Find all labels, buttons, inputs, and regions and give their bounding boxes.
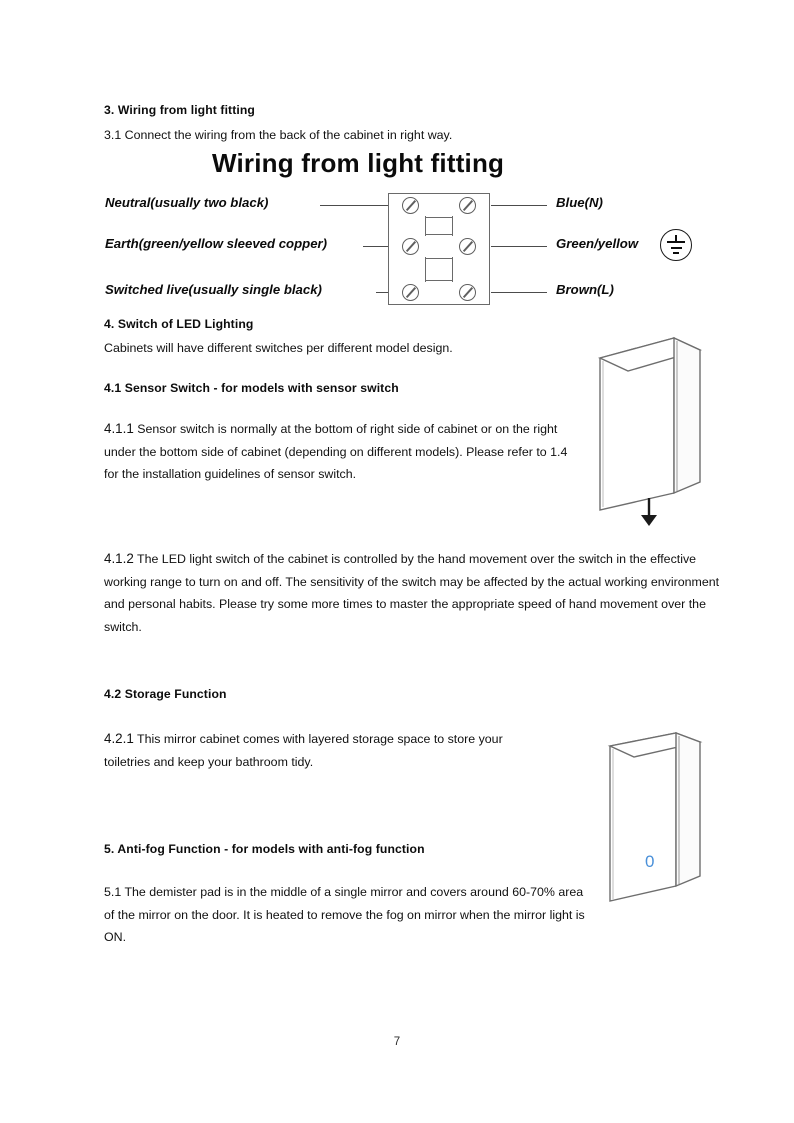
paragraph-4-1-1 [104,418,569,486]
cabinet-front-face [610,733,676,901]
paragraph-4-2-1-body: This mirror cabinet comes with layered storage space to store your toiletries and keep your bathroom tidy. [104,732,503,769]
heading-section-4-2: 4.2 Storage Function [104,687,227,701]
cabinet-sensor-illustration [588,330,718,526]
cabinet-side-face [674,338,700,493]
wire-line-green-yellow [491,246,547,247]
wire-label-switched-live: Switched live(usually single black) [105,282,322,297]
earth-icon-bar-3 [673,252,679,254]
cabinet-antifog-illustration [600,728,720,913]
heading-section-4: 4. Switch of LED Lighting [104,317,254,331]
heading-section-4-1: 4.1 Sensor Switch - for models with sensor switch [104,381,399,395]
cabinet-antifog-drawing [600,728,720,913]
cabinet-side-face [676,733,700,886]
wire-line-switched-live [376,292,388,293]
paragraph-4-intro: Cabinets will have different switches per different model design. [104,341,453,355]
wire-line-blue [491,205,547,206]
wiring-diagram-title: Wiring from light fitting [212,148,505,178]
cabinet-sensor-drawing [588,330,718,526]
paragraph-4-1-1-body: Sensor switch is normally at the bottom of right side of cabinet or on the right under the bottom side of cabinet (depending on different models). Please refer to 1.4 for the installation guidelines of sensor switch. [104,422,568,481]
wire-line-brown [491,292,547,293]
wire-line-neutral [320,205,388,206]
paragraph-4-1-2 [104,548,724,638]
terminal-bridge-bottom-right [452,257,490,282]
wire-label-neutral: Neutral(usually two black) [105,195,269,210]
paragraph-4-1-2-body: The LED light switch of the cabinet is controlled by the hand movement over the switch in the effective working range to turn on and off. The sensitivity of the switch may be affected by the actual working environment and personal habits. Please try some more times to master the appropriate speed of hand movement over the switch. [104,552,720,634]
terminal-bridge-top-right [452,216,490,236]
sensor-switch-mark: 0 [645,852,655,871]
down-arrow-icon [641,498,657,526]
paragraph-5-1-number: 5.1 [104,885,122,899]
wire-label-brown: Brown(L) [556,282,614,297]
paragraph-4-2-1 [104,728,534,773]
wiring-diagram [104,148,724,316]
terminal-screw [402,238,419,255]
paragraph-3-1: 3.1 Connect the wiring from the back of the cabinet in right way. [104,128,453,142]
terminal-bridge-top-left [388,216,426,236]
paragraph-5-1-body: The demister pad is in the middle of a single mirror and covers around 60-70% area of the mirror on the door. It is heated to remove the fog on mirror when the mirror light is ON. [104,885,585,944]
terminal-bridge-bottom-left [388,257,426,282]
terminal-screw [459,238,476,255]
heading-section-3: 3. Wiring from light fitting [104,103,255,117]
wire-label-blue: Blue(N) [556,195,603,210]
earth-icon-bar-2 [671,247,682,249]
wire-label-green-yellow: Green/yellow [556,236,639,251]
heading-section-5: 5. Anti-fog Function - for models with anti-fog function [104,842,425,856]
earth-ground-icon [660,229,692,261]
earth-icon-bar-1 [667,241,685,243]
paragraph-4-1-2-number: 4.1.2 [104,551,134,566]
wire-label-earth: Earth(green/yellow sleeved copper) [105,236,328,251]
terminal-screw [402,197,419,214]
paragraph-4-2-1-number: 4.2.1 [104,731,134,746]
wire-line-earth [363,246,388,247]
paragraph-5-1 [104,881,594,949]
terminal-screw [459,284,476,301]
paragraph-4-1-1-number: 4.1.1 [104,421,134,436]
terminal-screw [402,284,419,301]
page-number: 7 [393,1036,401,1048]
terminal-screw [459,197,476,214]
